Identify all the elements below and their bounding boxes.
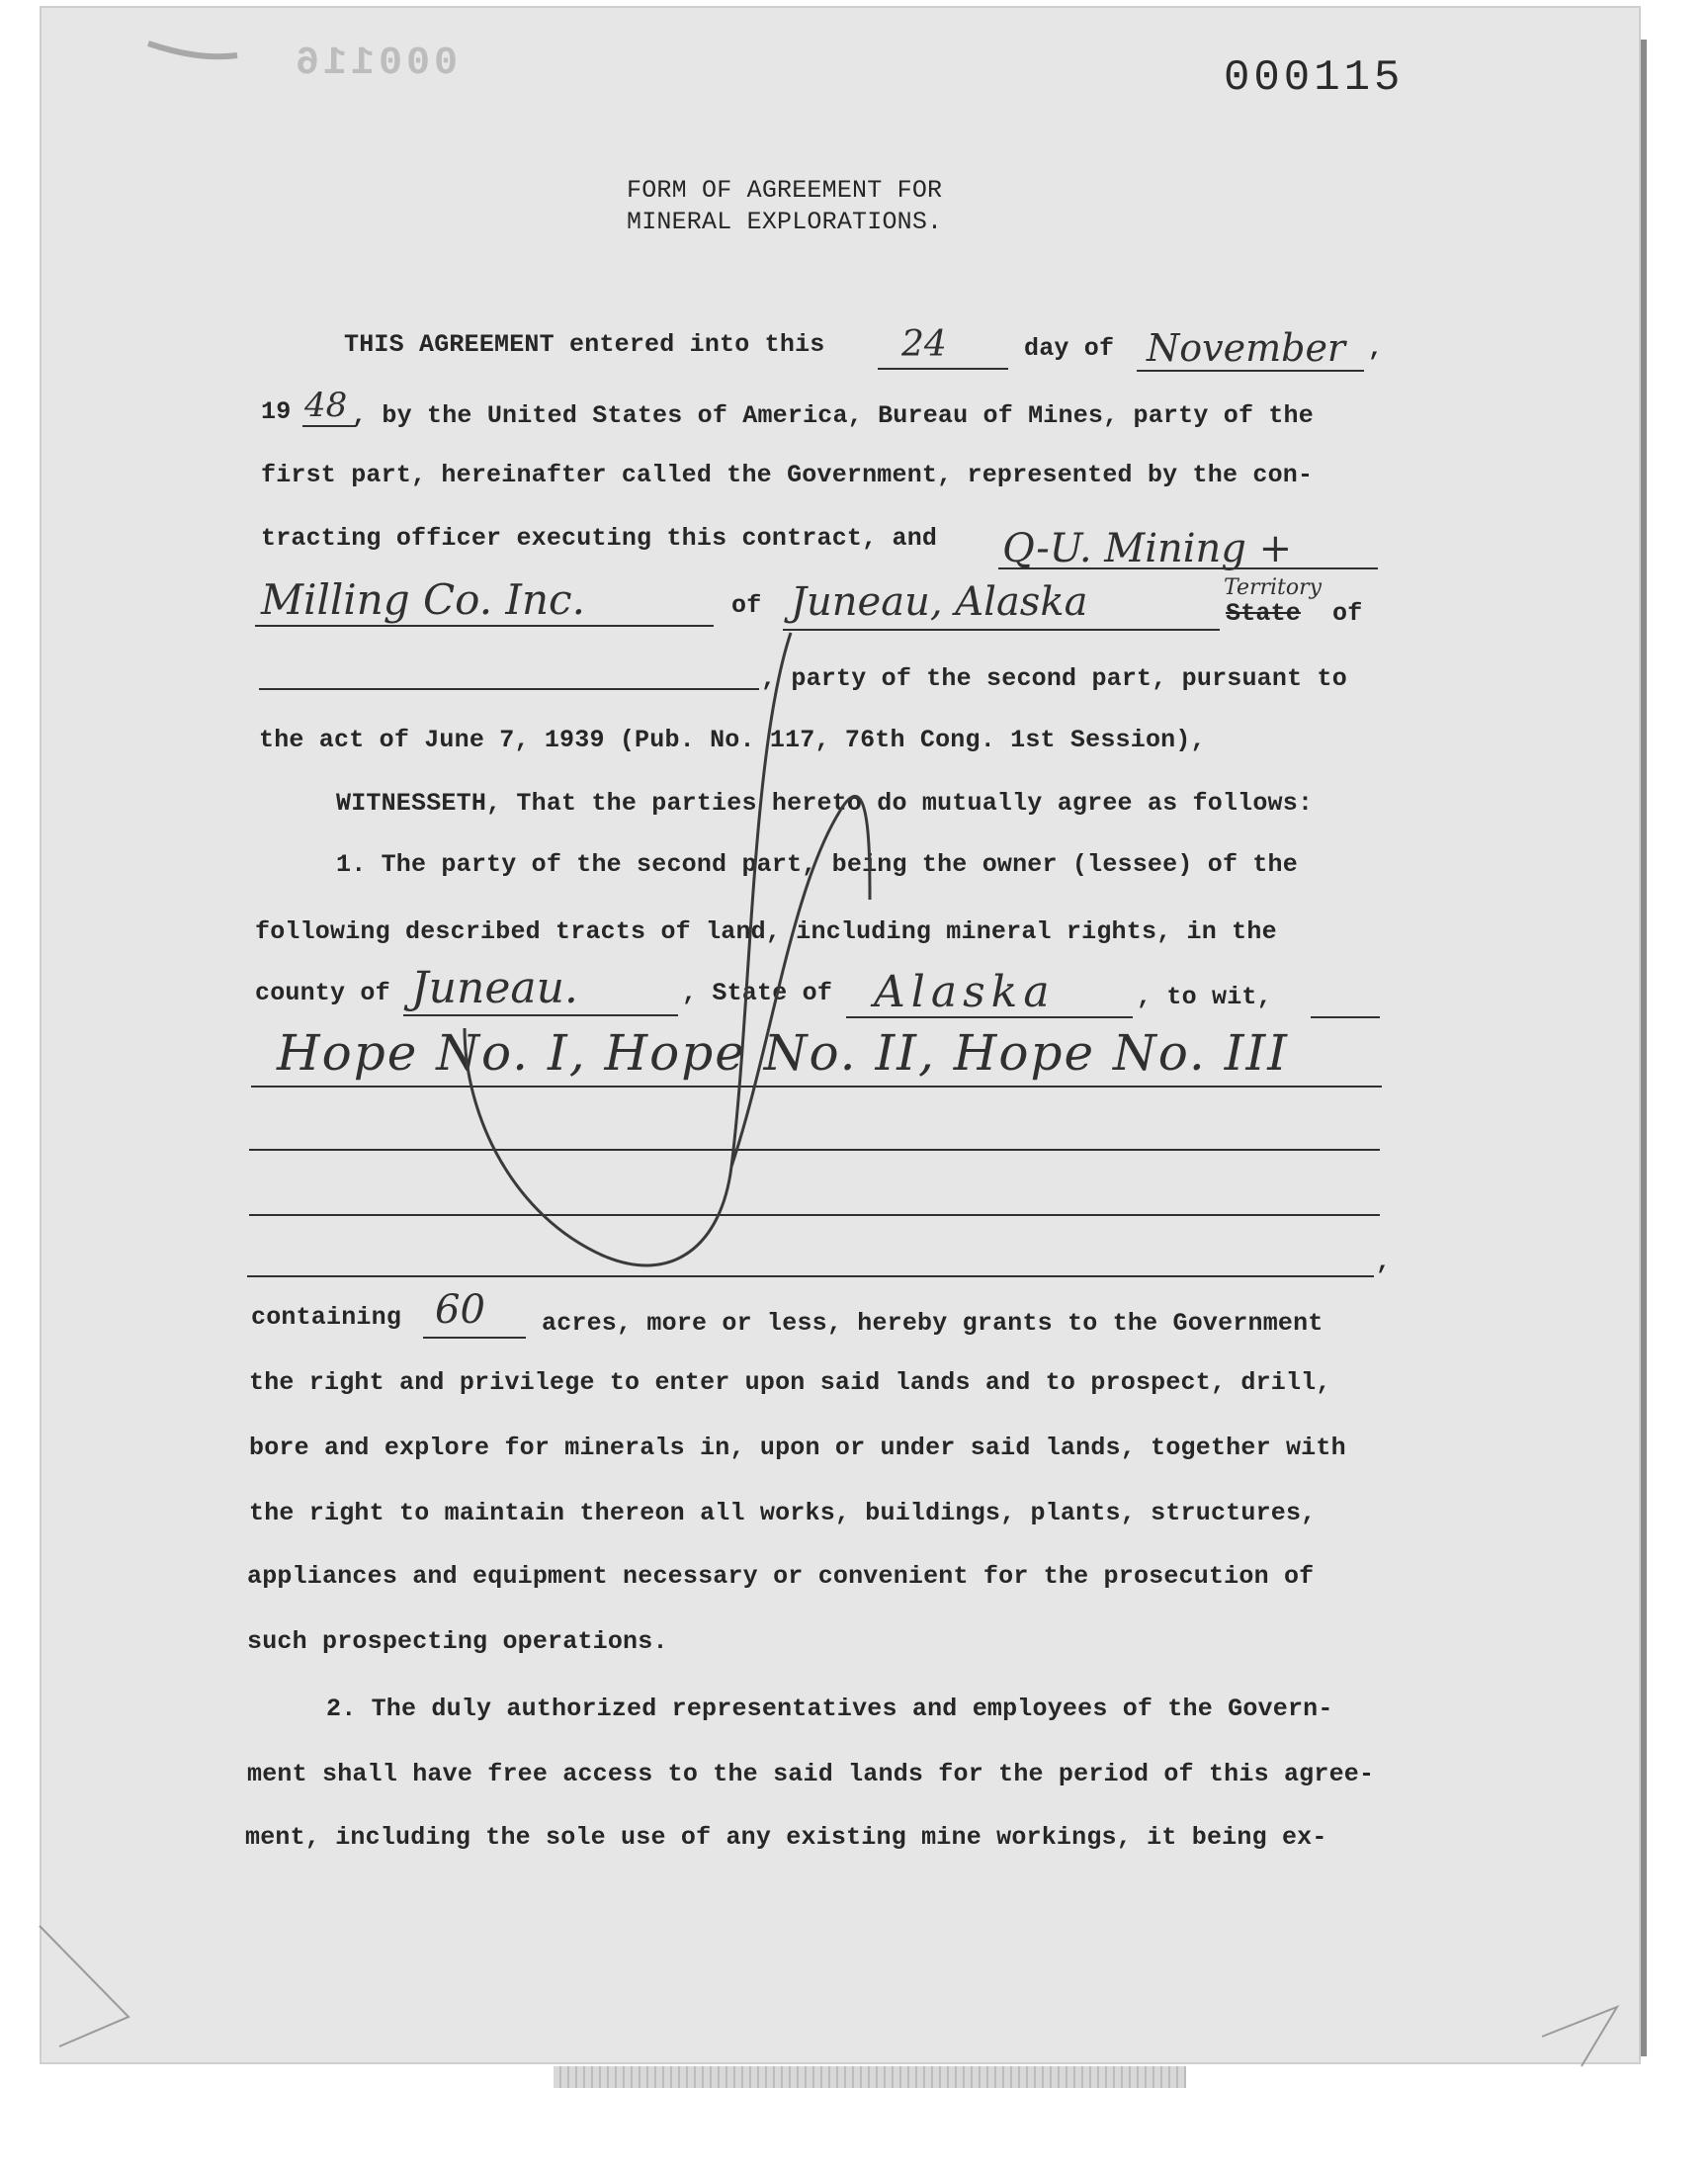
handwritten-party-1: Q-U. Mining +: [1002, 526, 1293, 571]
intro-text-7: the act of June 7, 1939 (Pub. No. 117, 76th Cong. 1st Session),: [259, 726, 1206, 754]
clause1-line13: such prospecting operations.: [247, 1627, 668, 1656]
intro-text-2b: , by the United States of America, Bureau of Mines, party of the: [352, 401, 1314, 430]
intro-text-5-of: of: [731, 591, 762, 620]
clause1-line3a: county of: [255, 979, 390, 1007]
tract-end-comma: ,: [1376, 1248, 1392, 1276]
intro-text-5-of2: of: [1332, 599, 1363, 628]
handwritten-county: Juneau.: [411, 963, 578, 1013]
handwritten-party-2: Milling Co. Inc.: [261, 575, 585, 624]
intro-text-1c: ,: [1368, 334, 1384, 363]
clause1-line9: the right and privilege to enter upon said lands and to prospect, drill,: [249, 1368, 1331, 1397]
handwritten-state: Alaska: [874, 967, 1056, 1017]
smudge-top-left: [148, 44, 237, 56]
handwritten-tracts: Hope No. I, Hope No. II, Hope No. III: [277, 1024, 1289, 1082]
intro-text-3: first part, hereinafter called the Government, represented by the con-: [261, 461, 1314, 489]
witnesseth-line: WITNESSETH, That the parties hereto do mutually agree as follows:: [336, 789, 1314, 818]
intro-text-6: , party of the second part, pursuant to: [761, 664, 1347, 693]
handwritten-year: 48: [304, 386, 348, 425]
page-stamp-number: 000115: [1224, 53, 1405, 103]
intro-text-1b: day of: [1024, 334, 1115, 363]
corner-fold-bottom-right: [1542, 2007, 1617, 2066]
clause1-line3c: , to wit,: [1137, 983, 1272, 1011]
clause2-line2: ment shall have free access to the said lands for the period of this agree-: [247, 1760, 1375, 1788]
handwritten-territory: Territory: [1224, 575, 1323, 600]
mirrored-stamp-bleed: 000116: [292, 42, 459, 86]
clause1-line12: appliances and equipment necessary or convenient for the prosecution of: [247, 1562, 1315, 1591]
handwritten-place: Juneau, Alaska: [791, 579, 1088, 625]
clause2-line1: 2. The duly authorized representatives and employees of the Govern-: [326, 1695, 1333, 1723]
struck-state-text: State: [1226, 599, 1302, 628]
initials-scrawl: [465, 633, 870, 1265]
document-title-line1: FORM OF AGREEMENT FOR: [627, 176, 943, 205]
handwritten-month: November: [1147, 326, 1346, 370]
clause1-line11: the right to maintain thereon all works, buildings, plants, structures,: [249, 1499, 1317, 1527]
clause1-line2: following described tracts of land, including mineral rights, in the: [255, 917, 1277, 946]
clause1-acres-text: acres, more or less, hereby grants to the Government: [542, 1309, 1324, 1338]
clause1-line3b: , State of: [682, 979, 833, 1007]
clause1-line1: 1. The party of the second part, being the owner (lessee) of the: [336, 850, 1298, 879]
handwritten-day: 24: [901, 324, 947, 365]
intro-text-2a: 19: [261, 397, 292, 426]
document-title-line2: MINERAL EXPLORATIONS.: [627, 208, 943, 236]
clause1-line10: bore and explore for minerals in, upon or under said lands, together with: [249, 1434, 1346, 1462]
clause1-containing: containing: [251, 1303, 402, 1332]
handwritten-acres: 60: [435, 1287, 485, 1333]
intro-text-4a: tracting officer executing this contract, and: [261, 524, 938, 553]
corner-fold-bottom-left: [40, 1926, 128, 2046]
clause2-line3: ment, including the sole use of any existing mine workings, it being ex-: [245, 1823, 1327, 1852]
intro-text-1a: THIS AGREEMENT entered into this: [344, 330, 825, 359]
